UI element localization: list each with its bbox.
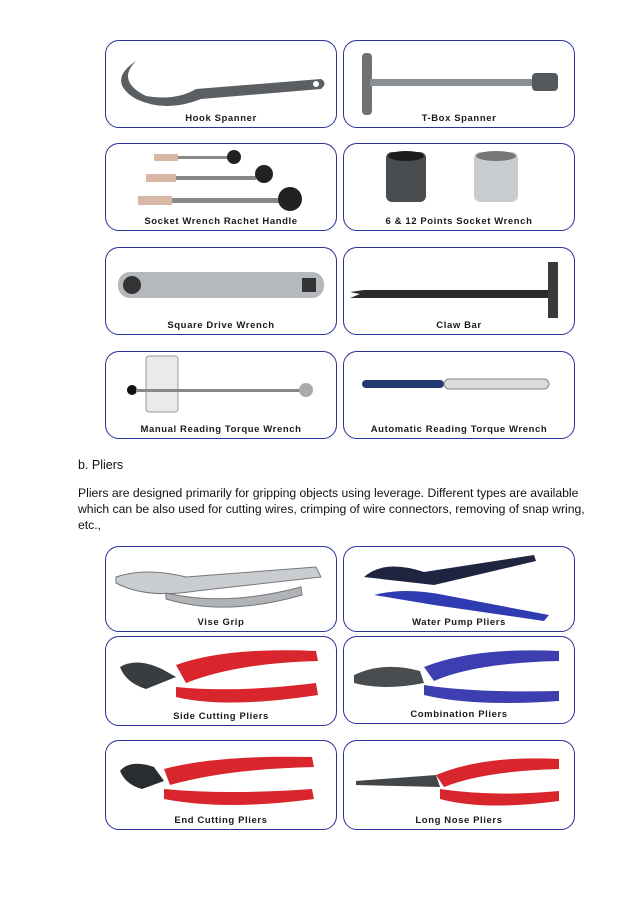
tool-card-square-drive-wrench (105, 247, 337, 335)
tool-card-long-nose-pliers (343, 740, 575, 830)
caption-side-cutting-pliers: Side Cutting Pliers (173, 711, 269, 722)
tool-card-automatic-torque-wrench (343, 351, 575, 439)
tool-card-manual-torque-wrench (105, 351, 337, 439)
section-paragraph: Pliers are designed primarily for gripping objects using leverage. Different types are available which can be also used for cutting wires, crimping of wire connectors, removing of snap wring, etc., (78, 486, 585, 532)
caption-water-pump-pliers: Water Pump Pliers (412, 617, 506, 628)
tool-card-socket-wrench-rachet (105, 143, 337, 231)
caption-socket-wrench-rachet: Socket Wrench Rachet Handle (144, 216, 298, 227)
caption-hook-spanner: Hook Spanner (185, 113, 257, 124)
caption-long-nose-pliers: Long Nose Pliers (415, 815, 503, 826)
tool-card-water-pump-pliers (343, 546, 575, 632)
caption-combination-pliers: Combination Pliers (410, 709, 508, 720)
tool-card-hook-spanner (105, 40, 337, 128)
caption-claw-bar: Claw Bar (436, 320, 482, 331)
tool-card-socket-wrench (343, 143, 575, 231)
caption-t-box-spanner: T-Box Spanner (421, 113, 497, 124)
tool-card-side-cutting-pliers (105, 636, 337, 726)
tool-card-vise-grip (105, 546, 337, 632)
caption-vise-grip: Vise Grip (197, 617, 245, 628)
caption-square-drive-wrench: Square Drive Wrench (167, 320, 275, 331)
tool-card-end-cutting-pliers (105, 740, 337, 830)
caption-manual-torque-wrench: Manual Reading Torque Wrench (140, 424, 302, 435)
caption-automatic-torque-wrench: Automatic Reading Torque Wrench (370, 424, 548, 435)
tool-card-claw-bar (343, 247, 575, 335)
caption-socket-wrench: 6 & 12 Points Socket Wrench (385, 216, 533, 227)
caption-end-cutting-pliers: End Cutting Pliers (174, 815, 268, 826)
tool-card-t-box-spanner (343, 40, 575, 128)
tool-card-combination-pliers (343, 636, 575, 724)
section-heading: b. Pliers (78, 458, 124, 472)
